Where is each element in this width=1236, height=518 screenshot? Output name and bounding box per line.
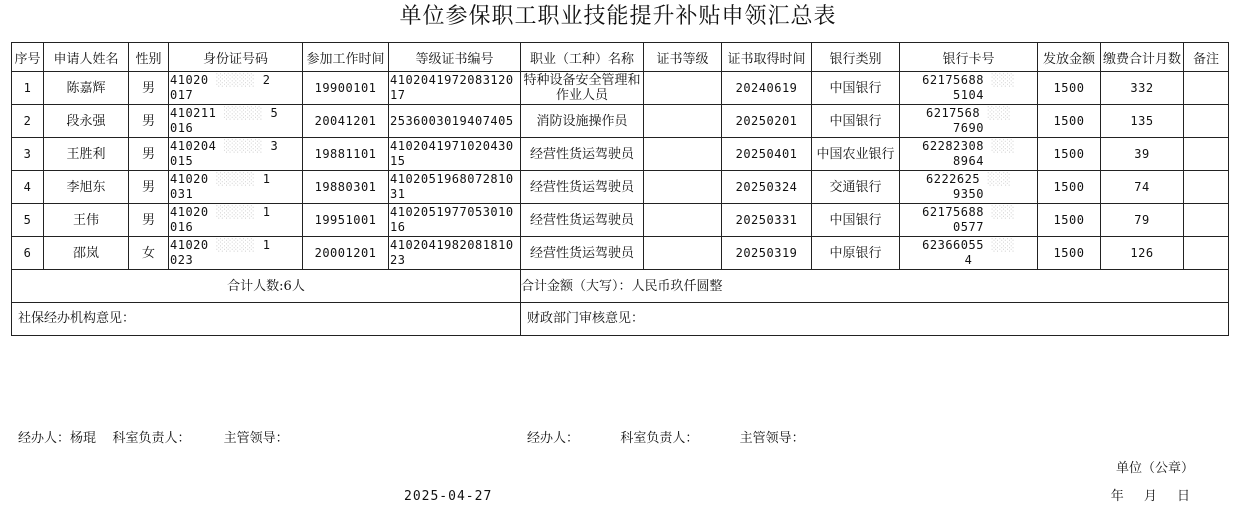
card-suffix: 0577 [953, 220, 984, 234]
payout-amount: 1500 [1038, 138, 1101, 171]
remarks [1184, 105, 1229, 138]
certificate-number: 2536003019407405 [389, 105, 521, 138]
gender: 女 [129, 237, 169, 270]
gender: 男 [129, 204, 169, 237]
id-prefix: 41020 [170, 73, 209, 87]
id-prefix: 41020 [170, 172, 209, 186]
certificate-date: 20240619 [722, 72, 812, 105]
header-cell: 身份证号码 [169, 43, 303, 72]
certificate-level [644, 237, 722, 270]
redaction-mark: ░░░ [980, 172, 1011, 186]
occupation-name: 消防设施操作员 [521, 105, 644, 138]
contribution-months: 39 [1101, 138, 1184, 171]
card-suffix: 9350 [953, 187, 984, 201]
occupation-name: 经营性货运驾驶员 [521, 204, 644, 237]
signatories: 经办人：杨琨 科室负责人： 主管领导： [18, 431, 289, 446]
opinion-date: 2025-04-27 [404, 489, 493, 504]
redaction-mark: ░░░░░ [208, 238, 263, 252]
certificate-date: 20250331 [722, 204, 812, 237]
card-prefix: 62175688 [922, 73, 984, 87]
certificate-number: 410205196807281031 [389, 171, 521, 204]
header-cell: 备注 [1184, 43, 1229, 72]
payout-amount: 1500 [1038, 237, 1101, 270]
bank-card-number [900, 72, 1038, 105]
header-cell: 职业（工种）名称 [521, 43, 644, 72]
header-cell: 银行类别 [812, 43, 900, 72]
work-start-date: 19881101 [303, 138, 389, 171]
summary-row [12, 270, 1229, 303]
table-row [12, 72, 1229, 105]
header-cell: 等级证书编号 [389, 43, 521, 72]
header-cell: 序号 [12, 43, 44, 72]
id-prefix: 41020 [170, 238, 209, 252]
certificate-level [644, 138, 722, 171]
total-amount: 合计金额（大写）：人民币玖仟圆整 [521, 270, 1229, 303]
contribution-months: 79 [1101, 204, 1184, 237]
id-number [169, 105, 303, 138]
table-row [12, 138, 1229, 171]
certificate-number: 410204198208181023 [389, 237, 521, 270]
work-start-date: 19880301 [303, 171, 389, 204]
gender: 男 [129, 138, 169, 171]
table-row [12, 105, 1229, 138]
id-prefix: 410204 [170, 139, 217, 153]
payout-amount: 1500 [1038, 171, 1101, 204]
bank-name: 中国银行 [812, 204, 900, 237]
row-number: 2 [12, 105, 44, 138]
applicant-name: 王伟 [44, 204, 129, 237]
id-number [169, 237, 303, 270]
redaction-mark: ░░░░░ [208, 172, 263, 186]
work-start-date: 19900101 [303, 72, 389, 105]
card-prefix: 62366055 [922, 238, 984, 252]
total-count: 合计人数:6人 [12, 270, 521, 303]
work-start-date: 19951001 [303, 204, 389, 237]
header-cell: 银行卡号 [900, 43, 1038, 72]
card-prefix: 6222625 [926, 172, 981, 186]
work-start-date: 20041201 [303, 105, 389, 138]
contribution-months: 332 [1101, 72, 1184, 105]
id-number [169, 138, 303, 171]
contribution-months: 135 [1101, 105, 1184, 138]
id-suffix: 016 [170, 220, 194, 234]
unit-seal-label: 单位（公章） [1115, 461, 1194, 476]
redaction-mark: ░░░ [983, 238, 1015, 252]
id-suffix: 017 [170, 88, 194, 102]
applicant-name: 李旭东 [44, 171, 129, 204]
bank-card-number [900, 138, 1038, 171]
id-suffix: 023 [170, 253, 194, 267]
payout-amount: 1500 [1038, 72, 1101, 105]
row-number: 4 [12, 171, 44, 204]
card-prefix: 6217568 [926, 106, 981, 120]
row-number: 3 [12, 138, 44, 171]
id-number [169, 171, 303, 204]
card-prefix: 62175688 [922, 205, 984, 219]
remarks [1184, 171, 1229, 204]
gender: 男 [129, 72, 169, 105]
certificate-level [644, 204, 722, 237]
id-suffix: 015 [170, 154, 194, 168]
bank-name: 中国银行 [812, 105, 900, 138]
card-prefix: 62282308 [922, 139, 984, 153]
redaction-mark: ░░░ [983, 73, 1015, 87]
card-suffix: 8964 [953, 154, 984, 168]
certificate-date: 20250401 [722, 138, 812, 171]
contribution-months: 126 [1101, 237, 1184, 270]
redaction-mark: ░░░ [983, 139, 1015, 153]
row-number: 1 [12, 72, 44, 105]
id-digit: 1 [262, 205, 271, 219]
applicant-name: 段永强 [44, 105, 129, 138]
header-cell: 性别 [129, 43, 169, 72]
card-suffix: 7690 [953, 121, 984, 135]
opinion-label: 财政部门审核意见： [527, 311, 645, 326]
remarks [1184, 72, 1229, 105]
gender: 男 [129, 171, 169, 204]
row-number: 5 [12, 204, 44, 237]
payout-amount: 1500 [1038, 105, 1101, 138]
id-number [169, 204, 303, 237]
occupation-name: 经营性货运驾驶员 [521, 237, 644, 270]
id-prefix: 410211 [170, 106, 217, 120]
work-start-date: 20001201 [303, 237, 389, 270]
certificate-number: 410204197208312017 [389, 72, 521, 105]
redaction-mark: ░░░░░ [208, 205, 263, 219]
card-suffix: 5104 [953, 88, 984, 102]
id-digit: 3 [270, 139, 279, 153]
occupation-name: 经营性货运驾驶员 [521, 171, 644, 204]
remarks [1184, 138, 1229, 171]
certificate-number: 410205197705301016 [389, 204, 521, 237]
id-digit: 5 [270, 106, 279, 120]
opinion-label: 社保经办机构意见： [18, 311, 136, 326]
redaction-mark: ░░░░░ [208, 73, 263, 87]
bank-name: 中原银行 [812, 237, 900, 270]
applicant-name: 王胜利 [44, 138, 129, 171]
remarks [1184, 237, 1229, 270]
bank-card-number [900, 171, 1038, 204]
social-security-opinion [12, 303, 521, 504]
applicant-name: 陈嘉辉 [44, 72, 129, 105]
bank-name: 交通银行 [812, 171, 900, 204]
bank-name: 中国银行 [812, 72, 900, 105]
id-prefix: 41020 [170, 205, 209, 219]
header-cell: 证书取得时间 [722, 43, 812, 72]
header-cell: 发放金额 [1038, 43, 1101, 72]
bank-name: 中国农业银行 [812, 138, 900, 171]
header-cell: 申请人姓名 [44, 43, 129, 72]
certificate-level [644, 72, 722, 105]
card-suffix: 4 [964, 253, 973, 267]
redaction-mark: ░░░░░ [216, 139, 271, 153]
bank-card-number [900, 204, 1038, 237]
finance-opinion [521, 303, 1229, 504]
table-row [12, 204, 1229, 237]
certificate-level [644, 105, 722, 138]
payout-amount: 1500 [1038, 204, 1101, 237]
bank-card-number [900, 237, 1038, 270]
page-title: 单位参保职工职业技能提升补贴申领汇总表 [399, 4, 837, 29]
table-row [12, 171, 1229, 204]
table-row [12, 237, 1229, 270]
id-number [169, 72, 303, 105]
header-cell: 缴费合计月数 [1101, 43, 1184, 72]
bank-card-number [900, 105, 1038, 138]
certificate-level [644, 171, 722, 204]
signatories: 经办人： 科室负责人： 主管领导： [527, 431, 805, 446]
contribution-months: 74 [1101, 171, 1184, 204]
header-cell: 证书等级 [644, 43, 722, 72]
header-cell: 参加工作时间 [303, 43, 389, 72]
applicant-name: 邵岚 [44, 237, 129, 270]
id-digit: 1 [262, 172, 271, 186]
remarks [1184, 204, 1229, 237]
certificate-date: 20250324 [722, 171, 812, 204]
date-placeholder: 年 月 日 [1110, 489, 1198, 504]
occupation-name: 特种设备安全管理和作业人员 [521, 72, 644, 105]
redaction-mark: ░░░░░ [216, 106, 271, 120]
certificate-date: 20250201 [722, 105, 812, 138]
redaction-mark: ░░░ [980, 106, 1011, 120]
gender: 男 [129, 105, 169, 138]
certificate-date: 20250319 [722, 237, 812, 270]
row-number: 6 [12, 237, 44, 270]
id-digit: 1 [262, 238, 271, 252]
occupation-name: 经营性货运驾驶员 [521, 138, 644, 171]
id-suffix: 031 [170, 187, 194, 201]
opinion-row [12, 303, 1229, 336]
id-suffix: 016 [170, 121, 194, 135]
header-row [12, 43, 1229, 72]
summary-table [11, 42, 1229, 504]
redaction-mark: ░░░ [983, 205, 1015, 219]
certificate-number: 410204197102043015 [389, 138, 521, 171]
id-digit: 2 [262, 73, 271, 87]
